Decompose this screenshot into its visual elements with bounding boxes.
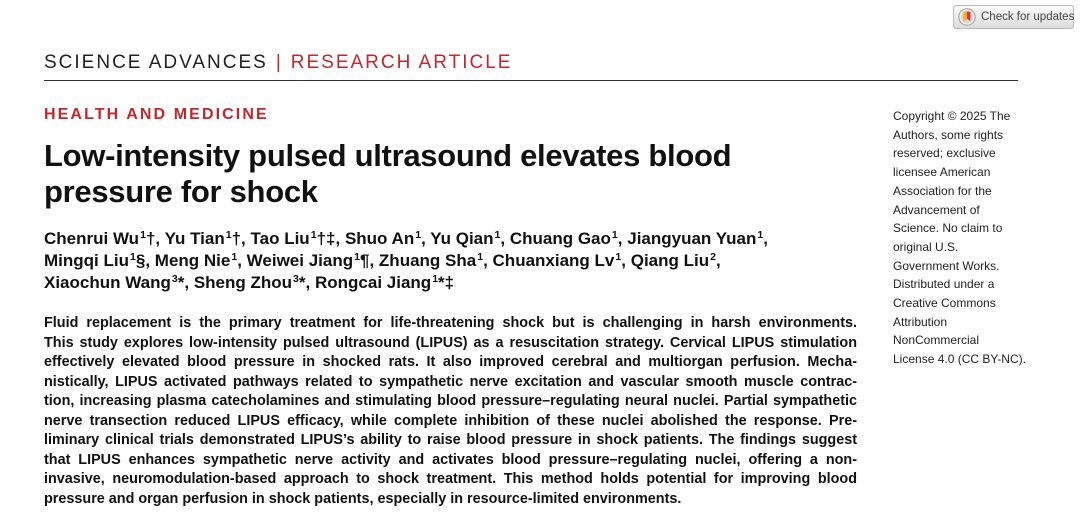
copyright-line: Authors, some rights (893, 127, 1004, 142)
check-for-updates-button[interactable] (953, 5, 1074, 29)
abstract-line: nerve transection reduced LIPUS efficacy, while complete inhibition of these nuclei abolished the response. Pre- (44, 412, 857, 429)
title-line: pressure for shock (44, 174, 318, 209)
author-name: Mingqi Liu (44, 251, 129, 270)
author-affiliation: 3 (293, 273, 299, 286)
author-name: Meng Nie (154, 251, 231, 270)
copyright-line: Association for the (893, 183, 992, 198)
author (44, 229, 160, 248)
author (345, 229, 426, 248)
copyright-line: NonCommercial (893, 333, 980, 348)
author-separator: , (369, 251, 375, 270)
author-separator: , (617, 229, 623, 248)
header-separator: | (275, 52, 283, 73)
author-notes: † (145, 229, 156, 248)
author (627, 229, 768, 248)
author-notes: †‡ (316, 229, 336, 248)
author-separator: , (184, 273, 190, 292)
author-separator: , (763, 229, 768, 248)
journal-name: SCIENCE ADVANCES (44, 52, 268, 73)
author-affiliation: 1 (354, 251, 360, 264)
author-separator: , (305, 273, 311, 292)
author-separator: , (155, 229, 161, 248)
author-affiliation: 1 (757, 229, 764, 242)
author-list (44, 228, 768, 294)
author-affiliation: 1 (129, 251, 136, 264)
copyright-notice (893, 107, 1026, 369)
author (44, 273, 189, 292)
author (155, 251, 242, 270)
author-line (44, 228, 768, 250)
author-affiliation: 1 (611, 229, 618, 242)
author-name: Chuanxiang Lv (492, 251, 615, 270)
author (315, 273, 454, 292)
abstract-line: This study explores low-intensity pulsed ultrasound (LIPUS) as a resuscitation strategy. Cervical LIPUS stimulation (44, 334, 857, 351)
author-notes: *‡ (438, 273, 455, 292)
author-affiliation: 1 (225, 229, 232, 242)
author-name: Rongcai Jiang (315, 273, 432, 292)
copyright-line: original U.S. (893, 239, 959, 254)
copyright-line: Science. No claim to (893, 221, 1003, 236)
abstract (44, 314, 857, 509)
author (165, 229, 246, 248)
copyright-line: Distributed under a (893, 277, 995, 292)
author (430, 229, 505, 248)
author-name: Weiwei Jiang (246, 251, 354, 270)
author-affiliation: 1 (231, 251, 238, 264)
article-title (44, 138, 731, 210)
abstract-line: pressure and organ perfusion in shock patients, especially in resource-limited environments. (44, 490, 682, 507)
author-separator: , (145, 251, 151, 270)
author-separator: , (241, 229, 246, 248)
abstract-line: tion, increasing plasma catecholamines and stimulating blood pressure–regulating neural nuclei. Partial sympathetic (44, 393, 857, 409)
author-affiliation: 1 (415, 229, 422, 242)
author-notes: * (298, 273, 306, 292)
author-name: Yu Tian (164, 229, 225, 248)
author-notes: * (177, 273, 185, 292)
author (251, 229, 341, 248)
author-affiliation: 1 (140, 229, 146, 242)
header-rule (44, 80, 1018, 81)
author-affiliation: 2 (710, 251, 716, 264)
copyright-line: reserved; exclusive (893, 146, 996, 161)
author-separator: , (237, 251, 242, 270)
author-separator: , (483, 251, 488, 270)
copyright-line: licensee American (893, 165, 991, 180)
author-affiliation: 1 (615, 251, 622, 264)
author (493, 251, 626, 270)
author-notes: † (231, 229, 242, 248)
author-separator: , (335, 229, 341, 248)
author-affiliation: 1 (494, 229, 501, 242)
author-separator: , (421, 229, 426, 248)
crossmark-icon (958, 8, 976, 26)
author-notes: § (135, 251, 146, 270)
author-affiliation: 1 (310, 229, 317, 242)
abstract-line: invasive, neuromodulation-based approach to shock treatment. This method holds potential for improving blood (44, 471, 857, 487)
author-separator: , (621, 251, 626, 270)
author-name: Tao Liu (250, 229, 310, 248)
author-name: Chuang Gao (509, 229, 611, 248)
check-for-updates-label: Check for updates (981, 11, 1075, 23)
copyright-line: License 4.0 (CC BY-NC). (893, 352, 1026, 367)
author-separator: , (715, 251, 721, 270)
article-type: RESEARCH ARTICLE (290, 52, 513, 73)
abstract-line: effectively elevated blood pressure in shocked rats. It also improved cerebral and multiorgan perfusion. Mecha- (44, 354, 857, 370)
author-name: Sheng Zhou (193, 273, 293, 292)
author-name: Jiangyuan Yuan (627, 229, 757, 248)
abstract-line: Fluid replacement is the primary treatment for life-threatening shock but is challenging in harsh environments. (44, 315, 857, 331)
author-notes: ¶ (359, 251, 370, 270)
title-line: Low-intensity pulsed ultrasound elevates blood (44, 138, 732, 173)
abstract-line: liminary clinical trials demonstrated LIPUS’s ability to raise blood pressure in shock patients. The findings suggest (44, 432, 857, 448)
copyright-line: Copyright © 2025 The (893, 109, 1011, 123)
author-name: Zhuang Sha (378, 251, 477, 270)
author-name: Shuo An (344, 229, 415, 248)
author (379, 251, 488, 270)
abstract-line: nistically, LIPUS activated pathways related to sympathetic nerve excitation and vascular smooth muscle contrac- (44, 373, 857, 390)
author (44, 251, 150, 270)
author-separator: , (500, 229, 506, 248)
copyright-line: Creative Commons (893, 296, 996, 311)
author-name: Yu Qian (430, 229, 494, 248)
author-name: Xiaochun Wang (44, 273, 171, 292)
author-line (44, 250, 768, 272)
copyright-line: Advancement of (893, 202, 980, 217)
author (247, 251, 375, 270)
author (631, 251, 721, 270)
author-line (44, 272, 768, 294)
author (194, 273, 310, 292)
author-affiliation: 1 (477, 251, 484, 264)
author-affiliation: 1 (432, 273, 439, 286)
author (510, 229, 623, 248)
copyright-line: Attribution (893, 314, 948, 329)
copyright-line: Government Works. (893, 258, 1000, 273)
abstract-line: that LIPUS enhances sympathetic nerve activity and activates blood pressure–regulating nuclei, offering a non- (44, 451, 857, 468)
author-affiliation: 3 (171, 273, 178, 286)
journal-header (44, 52, 512, 74)
author-name: Chenrui Wu (44, 229, 140, 248)
author-name: Qiang Liu (630, 251, 710, 270)
subject-category: HEALTH AND MEDICINE (44, 106, 269, 123)
